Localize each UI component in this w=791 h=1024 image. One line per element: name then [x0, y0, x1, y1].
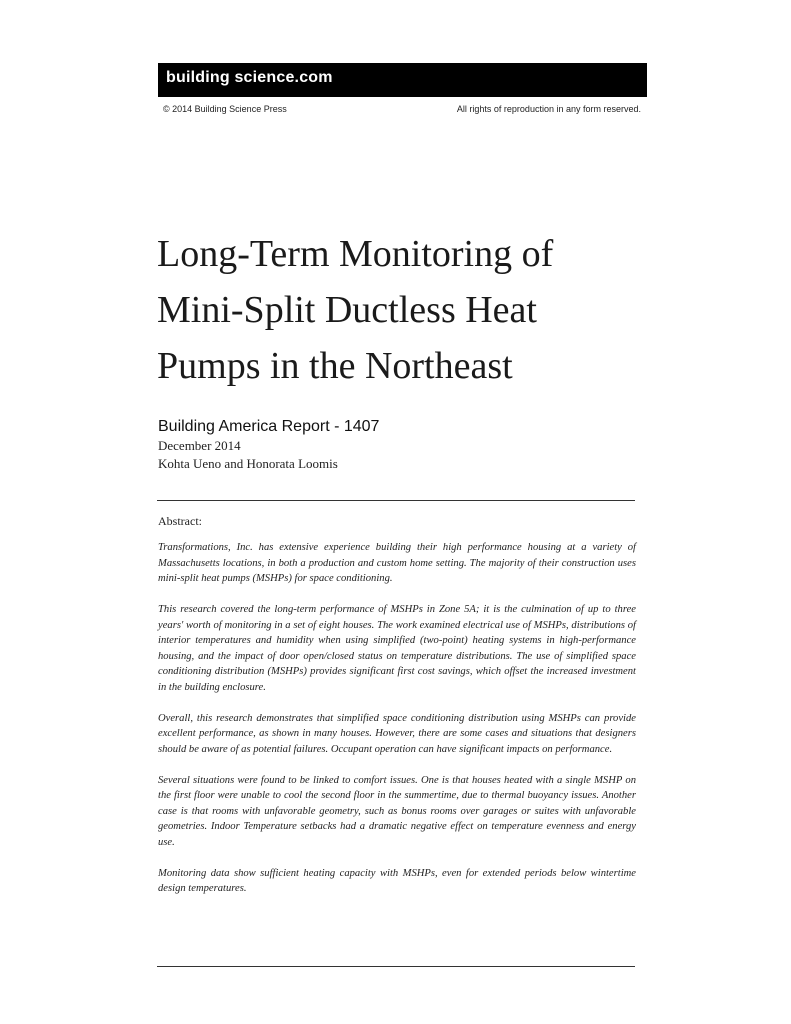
- title-line: Long-Term Monitoring of: [157, 233, 554, 275]
- report-series: Building America Report - 1407: [158, 418, 380, 435]
- abstract-paragraph: Transformations, Inc. has extensive experience building their high performance housing at a variety of Massachusetts locations, in both a production and custom home setting. The majority of their construction uses mini-split heat pumps (MSHPs) for space conditioning.: [158, 542, 636, 584]
- copyright-notice: © 2014 Building Science Press: [163, 104, 287, 114]
- abstract-paragraph: Several situations were found to be linked to comfort issues. One is that houses heated with a single MSHP on the first floor were unable to cool the second floor in the summertime, due to thermal buoyancy issues. Another case is that rooms with unfavorable geometry, such as bonus rooms over garages or suites with unfavorable geometries. Indoor Temperature setbacks had a dramatic negative effect on temperature evenness and energy use.: [158, 774, 636, 848]
- title-line: Mini-Split Ductless Heat: [157, 289, 537, 331]
- header-meta-row: [163, 104, 641, 114]
- title-line: Pumps in the Northeast: [157, 345, 513, 387]
- abstract-paragraph: Monitoring data show sufficient heating capacity with MSHPs, even for extended periods below wintertime design temperatures.: [158, 867, 636, 894]
- report-date: December 2014: [158, 438, 241, 453]
- abstract-paragraph: This research covered the long-term performance of MSHPs in Zone 5A; it is the culmination of up to three years' worth of monitoring in a set of eight houses. The work examined electrical use of MSHPs, distributions of interior temperatures and humidity when using simplified (two-point) heating systems in high-performance housing, and the impact of door open/closed status on temperature distributions. The use of simplified space conditioning distribution (MSHPs) provides significant first cost savings, which offset the increased investment in the building enclosure.: [158, 604, 636, 693]
- site-banner: [158, 63, 647, 97]
- divider-bottom: [157, 966, 635, 967]
- rights-notice: All rights of reproduction in any form reserved.: [456, 104, 641, 114]
- site-name: building science.com: [166, 69, 333, 86]
- report-authors: Kohta Ueno and Honorata Loomis: [158, 456, 338, 471]
- abstract-paragraph: Overall, this research demonstrates that simplified space conditioning distribution using MSHPs can provide excellent performance, as shown in many houses. However, there are some cases and situations that designers should be aware of as potential failures. Occupant operation can have significant impacts on performance.: [158, 712, 636, 755]
- document-title: [157, 226, 647, 394]
- divider-top: [157, 500, 635, 501]
- abstract-body: [158, 540, 636, 912]
- abstract-heading: Abstract:: [158, 514, 202, 528]
